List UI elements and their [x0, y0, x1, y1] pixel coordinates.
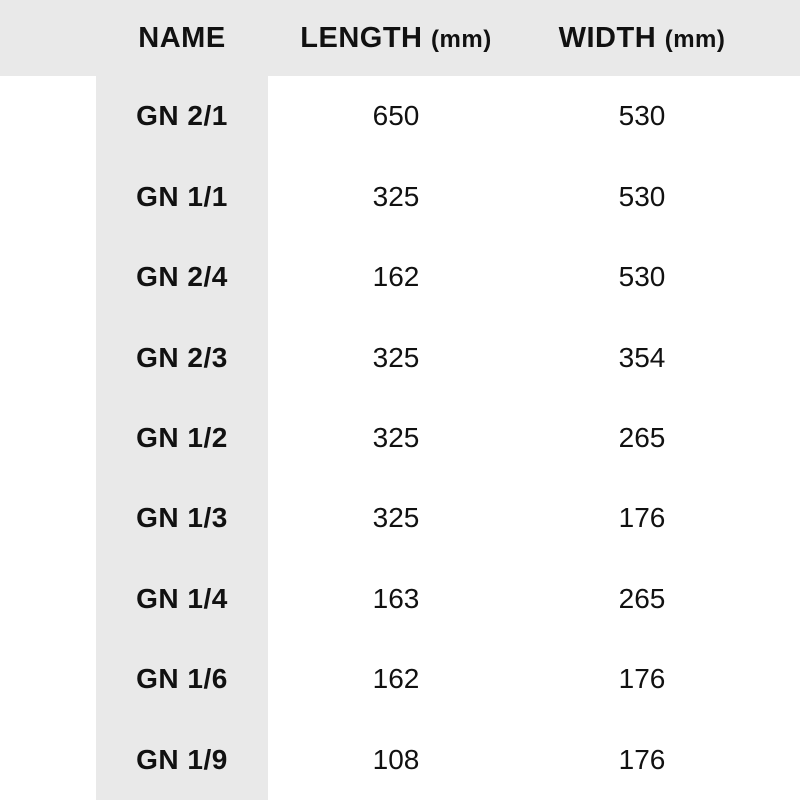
row-spacer-right [760, 317, 800, 397]
column-header-width-unit: (mm) [664, 25, 726, 53]
column-header-length [268, 0, 524, 76]
cell-name: GN 1/3 [136, 502, 228, 534]
row-spacer-left [0, 76, 96, 156]
row-spacer-right [760, 559, 800, 639]
row-spacer-left [0, 478, 96, 558]
row-spacer-right [760, 639, 800, 719]
column-header-name [96, 0, 268, 76]
cell-width: 530 [618, 261, 666, 293]
table-row [0, 398, 800, 478]
cell-width: 176 [618, 663, 666, 695]
cell-width: 530 [618, 100, 666, 132]
header-spacer-right [760, 0, 800, 76]
cell-name: GN 2/1 [136, 100, 228, 132]
row-spacer-left [0, 237, 96, 317]
table-body [0, 76, 800, 800]
table-row [0, 639, 800, 719]
cell-name: GN 1/2 [136, 421, 228, 453]
table-row [0, 720, 800, 800]
column-header-width-label: WIDTH [558, 21, 657, 54]
row-spacer-right [760, 478, 800, 558]
cell-width: 265 [618, 582, 666, 614]
cell-length: 162 [372, 663, 420, 695]
table-row [0, 478, 800, 558]
cell-length: 325 [372, 421, 420, 453]
row-spacer-left [0, 720, 96, 800]
cell-width: 176 [618, 743, 666, 775]
row-spacer-left [0, 156, 96, 236]
header-spacer-left [0, 0, 96, 76]
row-spacer-left [0, 639, 96, 719]
column-header-length-unit: (mm) [431, 25, 492, 53]
cell-length: 163 [372, 582, 420, 614]
row-spacer-right [760, 237, 800, 317]
table-row [0, 559, 800, 639]
cell-name: GN 1/9 [136, 743, 228, 775]
header-row [0, 0, 800, 76]
cell-length: 108 [372, 743, 420, 775]
table-row [0, 76, 800, 156]
table-row [0, 317, 800, 397]
cell-width: 265 [618, 421, 666, 453]
cell-length: 162 [372, 261, 420, 293]
column-header-name-label: NAME [138, 21, 226, 54]
row-spacer-right [760, 156, 800, 236]
cell-length: 325 [372, 180, 420, 212]
cell-width: 354 [618, 341, 666, 373]
table-header [0, 0, 800, 76]
cell-name: GN 2/3 [136, 341, 228, 373]
row-spacer-right [760, 720, 800, 800]
cell-width: 176 [618, 502, 666, 534]
column-header-length-label: LENGTH [300, 21, 423, 54]
table-row [0, 237, 800, 317]
table-row [0, 156, 800, 236]
cell-length: 325 [372, 341, 420, 373]
row-spacer-left [0, 559, 96, 639]
cell-length: 650 [372, 100, 420, 132]
row-spacer-left [0, 398, 96, 478]
cell-name: GN 1/4 [136, 582, 228, 614]
column-header-width [524, 0, 760, 76]
cell-width: 530 [618, 180, 666, 212]
cell-name: GN 1/1 [136, 180, 228, 212]
cell-name: GN 1/6 [136, 663, 228, 695]
row-spacer-left [0, 317, 96, 397]
cell-name: GN 2/4 [136, 261, 228, 293]
row-spacer-right [760, 76, 800, 156]
cell-length: 325 [372, 502, 420, 534]
row-spacer-right [760, 398, 800, 478]
